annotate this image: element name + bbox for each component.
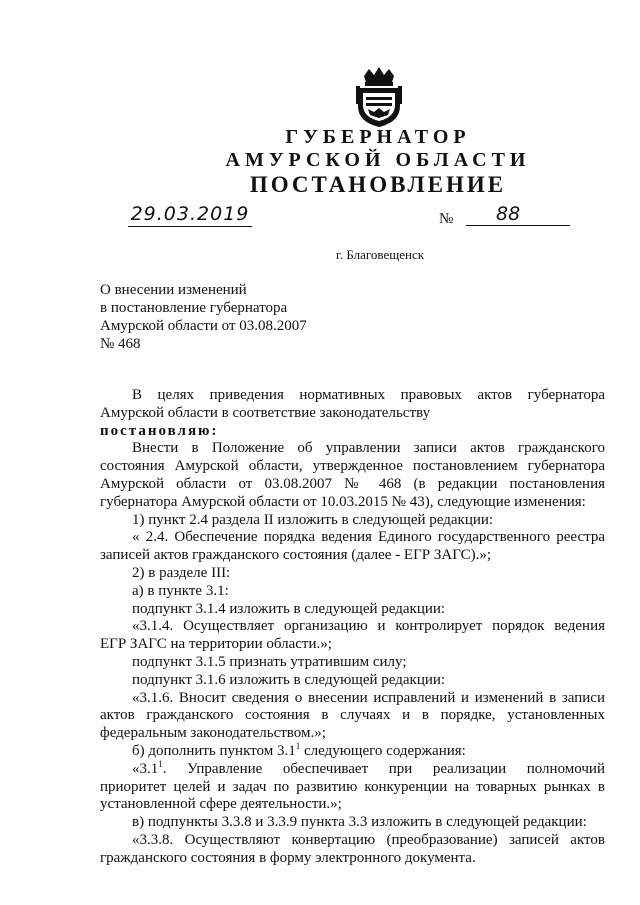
body-line: в) подпункты 3.3.8 и 3.3.9 пункта 3.3 изложить в следующей редакции: (132, 814, 587, 831)
body-line: а) в пункте 3.1: (132, 582, 229, 599)
body-line: актов гражданского состояния в случаях и в порядке, установленных (100, 707, 605, 724)
coat-of-arms-emblem (352, 66, 406, 128)
body-line: федеральным законодательством.»; (100, 725, 326, 742)
body-line: губернатора Амурской области от 10.03.2015 № 43), следующие изменения: (100, 493, 586, 510)
body-line: гражданского состояния в форму электронного документа. (100, 849, 476, 866)
body-line: Амурской области от 03.08.2007 № 468 (в редакции постановления (100, 475, 605, 492)
document-subject (100, 281, 307, 353)
body-line: подпункт 3.1.6 изложить в следующей редакции: (132, 671, 446, 688)
body-text: . Управление обеспечивает при реализации полномочий (162, 760, 605, 777)
subject-line: О внесении изменений (100, 282, 247, 298)
decree-word: постановляю: (100, 422, 219, 439)
body-text: б) дополнить пунктом 3.1 (132, 742, 296, 759)
body-line: «3.1.6. Вносит сведения о внесении исправлений и изменений в записи (132, 689, 605, 706)
header-region: АМУРСКОЙ ОБЛАСТИ (225, 149, 531, 171)
body-line: ЕГР ЗАГС на территории области.»; (100, 636, 332, 653)
body-line: состояния Амурской области, утвержденное постановлением губернатора (100, 458, 605, 475)
document-body (100, 387, 605, 868)
body-line: 1) пункт 2.4 раздела II изложить в следующей редакции: (132, 511, 494, 528)
document-number: 88 (466, 203, 570, 226)
city: г. Благовещенск (336, 247, 425, 262)
body-text: «3.1 (132, 760, 159, 777)
body-text: следующего содержания: (300, 742, 466, 759)
body-line: 2) в разделе III: (132, 564, 231, 581)
document-date: 29.03.2019 (128, 203, 252, 227)
body-line: Амурской области в соответствие законодательству (100, 404, 431, 421)
body-line: установленной сфере деятельности.»; (100, 796, 342, 813)
body-line (100, 758, 605, 779)
number-label: № (439, 211, 454, 227)
body-line: «3.1.4. Осуществляет организацию и контролирует порядок ведения (132, 618, 605, 635)
body-line: приоритет целей и задач по развитию конкуренции на товарных рынках в (100, 778, 605, 795)
body-line: записей актов гражданского состояния (далее - ЕГР ЗАГС).»; (100, 547, 492, 564)
superscript: 1 (295, 740, 301, 751)
document-type: ПОСТАНОВЛЕНИЕ (249, 172, 507, 197)
body-line: В целях приведения нормативных правовых актов губернатора (132, 387, 605, 403)
body-line: « 2.4. Обеспечение порядка ведения Единого государственного реестра (132, 529, 605, 546)
body-line: «3.3.8. Осуществляют конвертацию (преобразование) записей актов (132, 831, 605, 848)
body-line: Внести в Положение об управлении записи актов гражданского (132, 440, 605, 457)
body-line: подпункт 3.1.5 признать утратившим силу; (132, 653, 407, 670)
subject-line: в постановление губернатора (100, 300, 288, 316)
subject-line: № 468 (100, 336, 141, 352)
body-line (100, 740, 605, 761)
subject-line: Амурской области от 03.08.2007 (100, 318, 307, 334)
header-title: ГУБЕРНАТОР (285, 126, 471, 148)
superscript: 1 (158, 758, 163, 769)
body-line: подпункт 3.1.4 изложить в следующей редакции: (132, 600, 446, 617)
